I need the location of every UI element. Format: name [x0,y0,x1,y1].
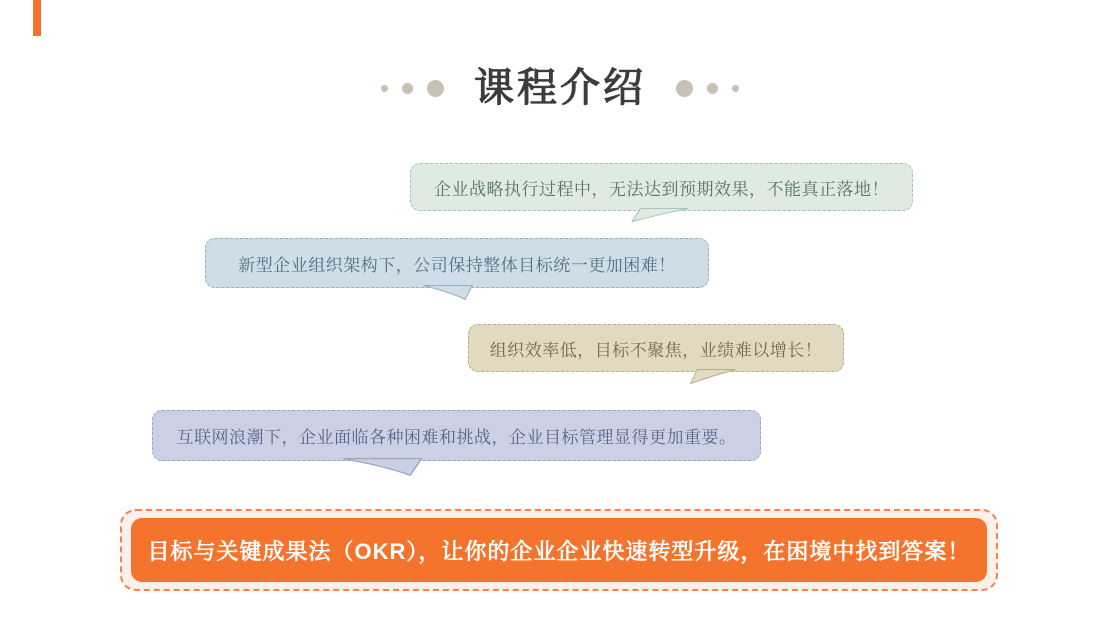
speech-bubble-tail [339,458,426,476]
decorative-dot-icon [402,83,413,94]
speech-bubble-organization [205,238,709,288]
decorative-dot-icon [676,80,693,97]
speech-bubble-text: 企业战略执行过程中，无法达到预期效果，不能真正落地！ [434,179,889,199]
okr-banner-inner [131,518,987,582]
speech-bubble-internet [152,410,761,461]
speech-bubble-text: 组织效率低，目标不聚焦，业绩难以增长！ [489,340,823,360]
decorative-dot-icon [707,83,718,94]
speech-bubble-strategy [410,163,913,211]
okr-banner [120,509,998,591]
speech-bubble-efficiency [468,324,844,372]
decorative-dot-icon [381,85,388,92]
speech-bubble-tail [629,208,691,222]
header [0,60,1120,116]
speech-bubble-tail [421,285,475,300]
decorative-dot-icon [732,85,739,92]
accent-bar [33,0,41,36]
title-left-dots [381,80,458,97]
speech-bubble-tail [688,369,738,384]
title-right-dots [662,80,739,97]
speech-bubble-text: 互联网浪潮下，企业面临各种困难和挑战，企业目标管理显得更加重要。 [176,428,737,447]
okr-banner-text: 目标与关键成果法（OKR），让你的企业企业快速转型升级，在困境中找到答案！ [147,538,971,564]
speech-bubble-text: 新型企业组织架构下，公司保持整体目标统一更加困难！ [238,255,676,275]
decorative-dot-icon [427,80,444,97]
page-title: 课程介绍 [474,66,646,110]
